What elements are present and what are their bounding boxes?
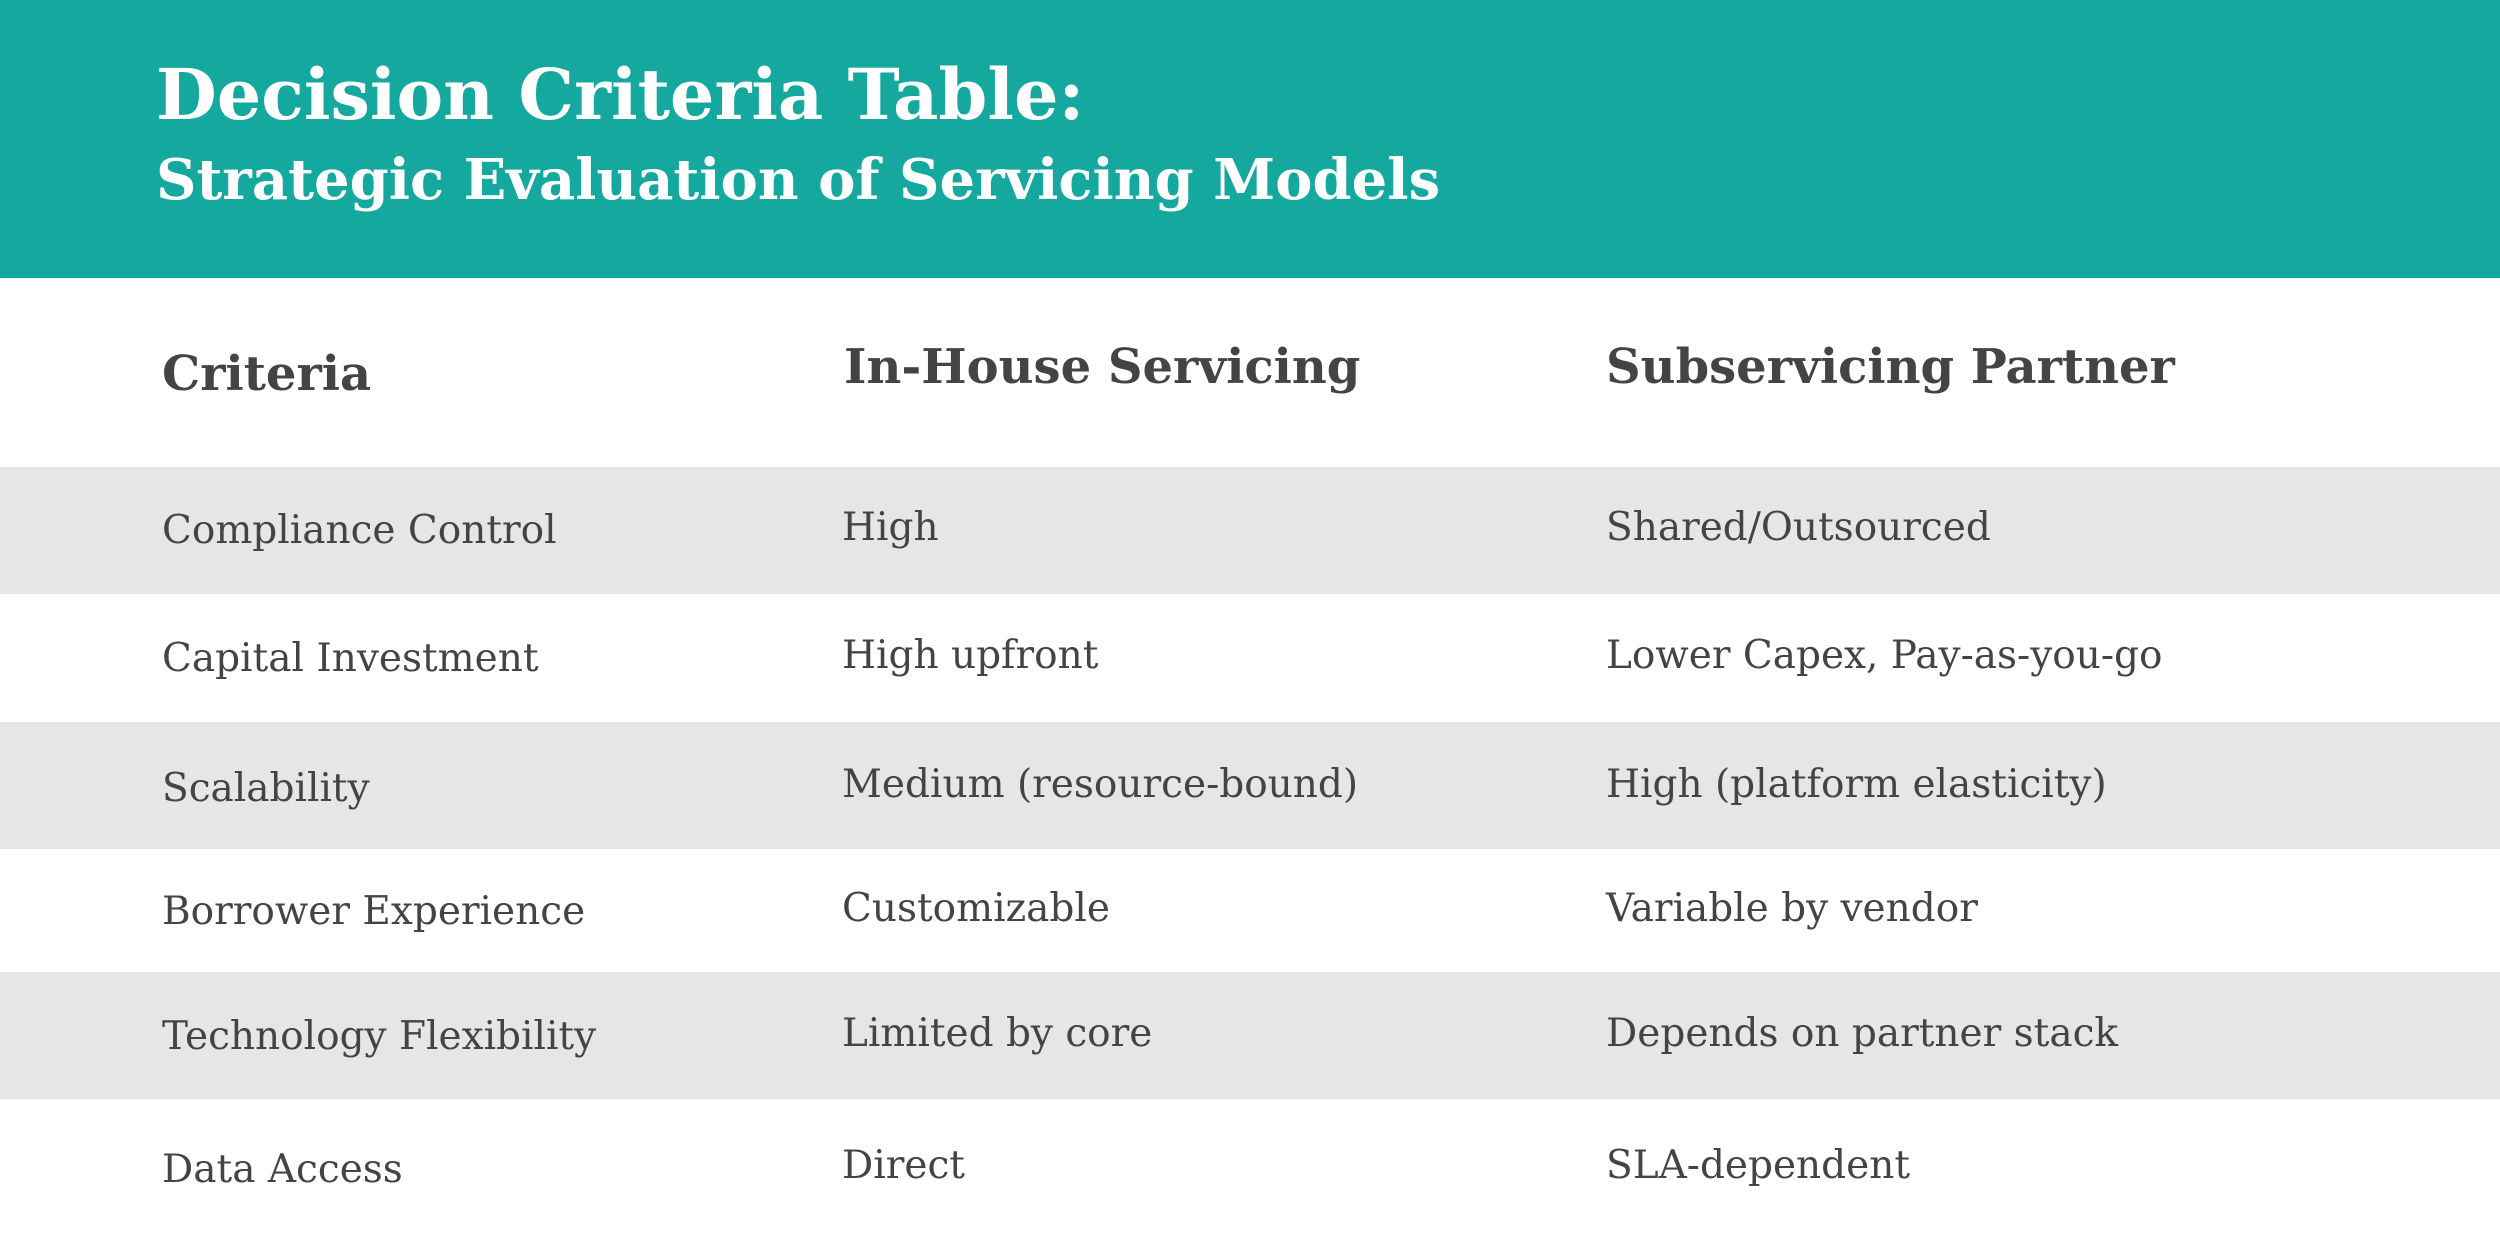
subservicing-cell: High (platform elasticity) <box>1606 762 2107 807</box>
table-row <box>0 722 2500 849</box>
table-row <box>0 467 2500 594</box>
table-row <box>0 594 2500 722</box>
column-header-criteria: Criteria <box>162 346 372 402</box>
in-house-cell: Limited by core <box>842 1011 1153 1056</box>
criteria-cell: Data Access <box>162 1147 403 1192</box>
in-house-cell: High <box>842 505 939 550</box>
in-house-cell: High upfront <box>842 633 1099 678</box>
table-row <box>0 849 2500 972</box>
subservicing-cell: SLA-dependent <box>1606 1143 1911 1188</box>
criteria-cell: Scalability <box>162 766 370 811</box>
criteria-cell: Capital Investment <box>162 636 539 681</box>
criteria-cell: Compliance Control <box>162 508 557 553</box>
header-banner <box>0 0 2500 278</box>
in-house-cell: Direct <box>842 1143 965 1188</box>
criteria-cell: Borrower Experience <box>162 889 586 934</box>
subservicing-cell: Depends on partner stack <box>1606 1011 2119 1056</box>
subservicing-cell: Lower Capex, Pay-as-you-go <box>1606 633 2163 678</box>
table-row <box>0 972 2500 1099</box>
subservicing-cell: Shared/Outsourced <box>1606 505 1991 550</box>
subservicing-cell: Variable by vendor <box>1606 886 1978 931</box>
page-subtitle: Strategic Evaluation of Servicing Models <box>156 147 1441 213</box>
column-header-subservicing: Subservicing Partner <box>1606 339 2175 395</box>
page-title: Decision Criteria Table: <box>156 53 1085 136</box>
criteria-cell: Technology Flexibility <box>162 1014 597 1059</box>
table-row <box>0 1099 2500 1251</box>
in-house-cell: Customizable <box>842 886 1110 931</box>
column-header-in-house: In-House Servicing <box>844 339 1361 395</box>
in-house-cell: Medium (resource-bound) <box>842 762 1359 807</box>
